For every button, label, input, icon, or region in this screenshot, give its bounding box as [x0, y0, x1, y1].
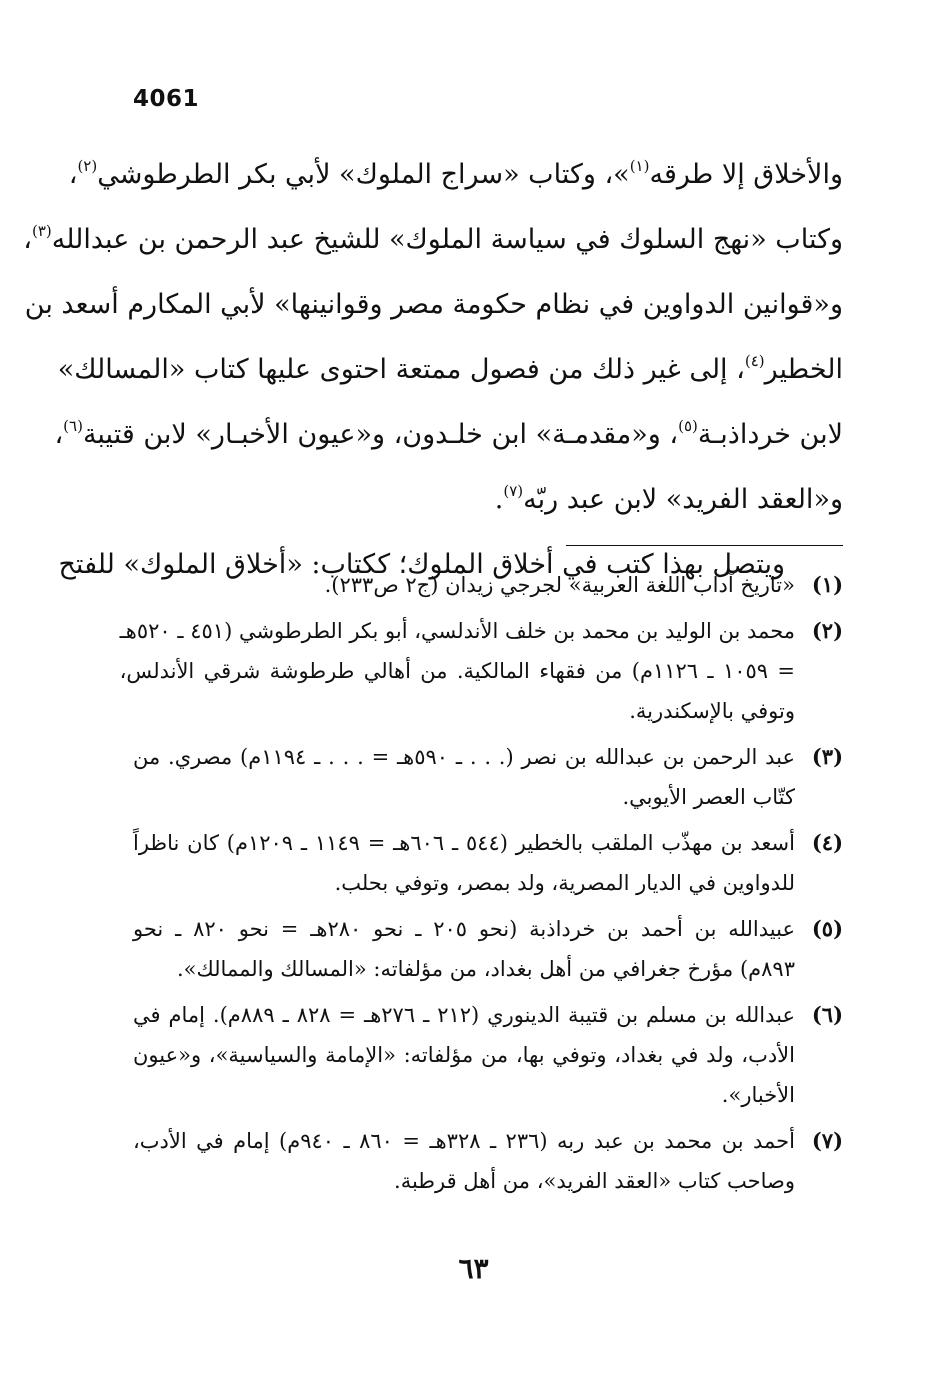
footnote-ref: (٤) — [744, 352, 765, 370]
footnote-number: (٤) — [811, 830, 843, 855]
footnotes — [119, 565, 843, 1207]
footnote — [133, 909, 843, 989]
footnote-number: (٦) — [811, 1002, 843, 1027]
footnote — [133, 1121, 843, 1201]
body-text — [23, 142, 843, 597]
page-number-top: 4061 — [133, 86, 200, 112]
footnote-ref: (٥) — [678, 417, 698, 435]
footnote-line: الأدب، ولد في بغداد، وتوفي بها، من مؤلفاته: «الإمامة والسياسية»، و«عيون — [133, 1043, 795, 1067]
body-line: والأخلاق إلا طرقه$^{(١)}$»، وكتاب «سراج الملوك» لأبي بكر الطرطوشي$^{(٢)}$، — [68, 157, 843, 190]
footnote-line: ٨٩٣م) مؤرخ جغرافي من أهل بغداد، من مؤلفاته: «المسالك والممالك». — [176, 957, 795, 981]
footnote-number: (٣) — [811, 744, 843, 769]
footnote-line: عبدالله بن مسلم بن قتيبة الدينوري (٢١٢ ـ ٢٧٦هـ = ٨٢٨ ـ ٨٨٩م). إمام في — [133, 1003, 795, 1027]
footnote-line: «تاريخ آداب اللغة العربية» لجرجي زيدان (ج٢ ص٢٣٣). — [324, 573, 795, 597]
footnote-number: (٧) — [811, 1128, 843, 1153]
footnote-line: عبيدالله بن أحمد بن خرداذبة (نحو ٢٠٥ ـ نحو ٢٨٠هـ = نحو ٨٢٠ ـ نحو — [133, 917, 795, 941]
footnote-ref: (٧) — [503, 482, 524, 500]
footnote-ref: (٦) — [63, 417, 83, 435]
footnote-line: أحمد بن محمد بن عبد ربه (٢٣٦ ـ ٣٢٨هـ = ٨٦٠ ـ ٩٤٠م) إمام في الأدب، — [133, 1129, 795, 1153]
footnote-ref: (٢) — [77, 157, 98, 175]
footnote-line: وتوفي بالإسكندرية. — [629, 699, 795, 723]
footnote-separator — [566, 545, 843, 546]
footnote-number: (٢) — [811, 618, 843, 643]
footnote-line: أسعد بن مهذّب الملقب بالخطير (٥٤٤ ـ ٦٠٦هـ = ١١٤٩ ـ ١٢٠٩م) كان ناظراً — [133, 831, 795, 855]
footnote-line: = ١٠٥٩ ـ ١١٢٦م) من فقهاء المالكية. من أهالي طرطوشة شرقي الأندلس، — [119, 659, 795, 683]
footnote — [133, 565, 843, 605]
body-line: و«قوانين الدواوين في نظام حكومة مصر وقوانينها» لأبي المكارم أسعد بن — [24, 289, 843, 320]
footnote — [119, 611, 843, 731]
page-number-bottom: ٦٣ — [458, 1252, 489, 1285]
footnote — [133, 823, 843, 903]
footnote-line: للدواوين في الديار المصرية، ولد بمصر، وتوفي بحلب. — [334, 871, 795, 895]
body-line: لابن خرداذبـة$^{(٥)}$، و«مقدمـة» ابن خلـدون، و«عيون الأخبـار» لابن قتيبة$^{(٦)}$، — [54, 417, 843, 450]
footnote-ref: (٣) — [31, 222, 52, 240]
footnote-line: عبد الرحمن بن عبدالله بن نصر (. . . ـ ٥٩٠هـ = . . . ـ ١١٩٤م) مصري. من — [133, 745, 795, 769]
body-line: و«العقد الفريد» لابن عبد ربّه$^{(٧)}$. — [494, 482, 843, 515]
footnote-number: (١) — [811, 572, 843, 597]
footnote — [133, 995, 843, 1115]
footnote-line: محمد بن الوليد بن محمد بن خلف الأندلسي، أبو بكر الطرطوشي (٤٥١ ـ ٥٢٠هـ — [119, 619, 795, 643]
footnote-line: الأخبار». — [721, 1083, 795, 1107]
footnote-ref: (١) — [629, 157, 650, 175]
body-line-paragraph-start: ويتصل بهذا كتب في أخلاق الملوك؛ ككتاب: «أخلاق الملوك» للفتح — [58, 549, 785, 580]
body-line: الخطير$^{(٤)}$، إلى غير ذلك من فصول ممتعة احتوى عليها كتاب «المسالك» — [57, 352, 843, 385]
footnote-line: وصاحب كتاب «العقد الفريد»، من أهل قرطبة. — [394, 1169, 795, 1193]
footnote — [133, 737, 843, 817]
body-line: وكتاب «نهج السلوك في سياسة الملوك» للشيخ عبد الرحمن بن عبدالله$^{(٣)}$، — [23, 222, 843, 255]
footnote-line: كتّاب العصر الأيوبي. — [622, 785, 795, 809]
footnote-number: (٥) — [811, 916, 843, 941]
